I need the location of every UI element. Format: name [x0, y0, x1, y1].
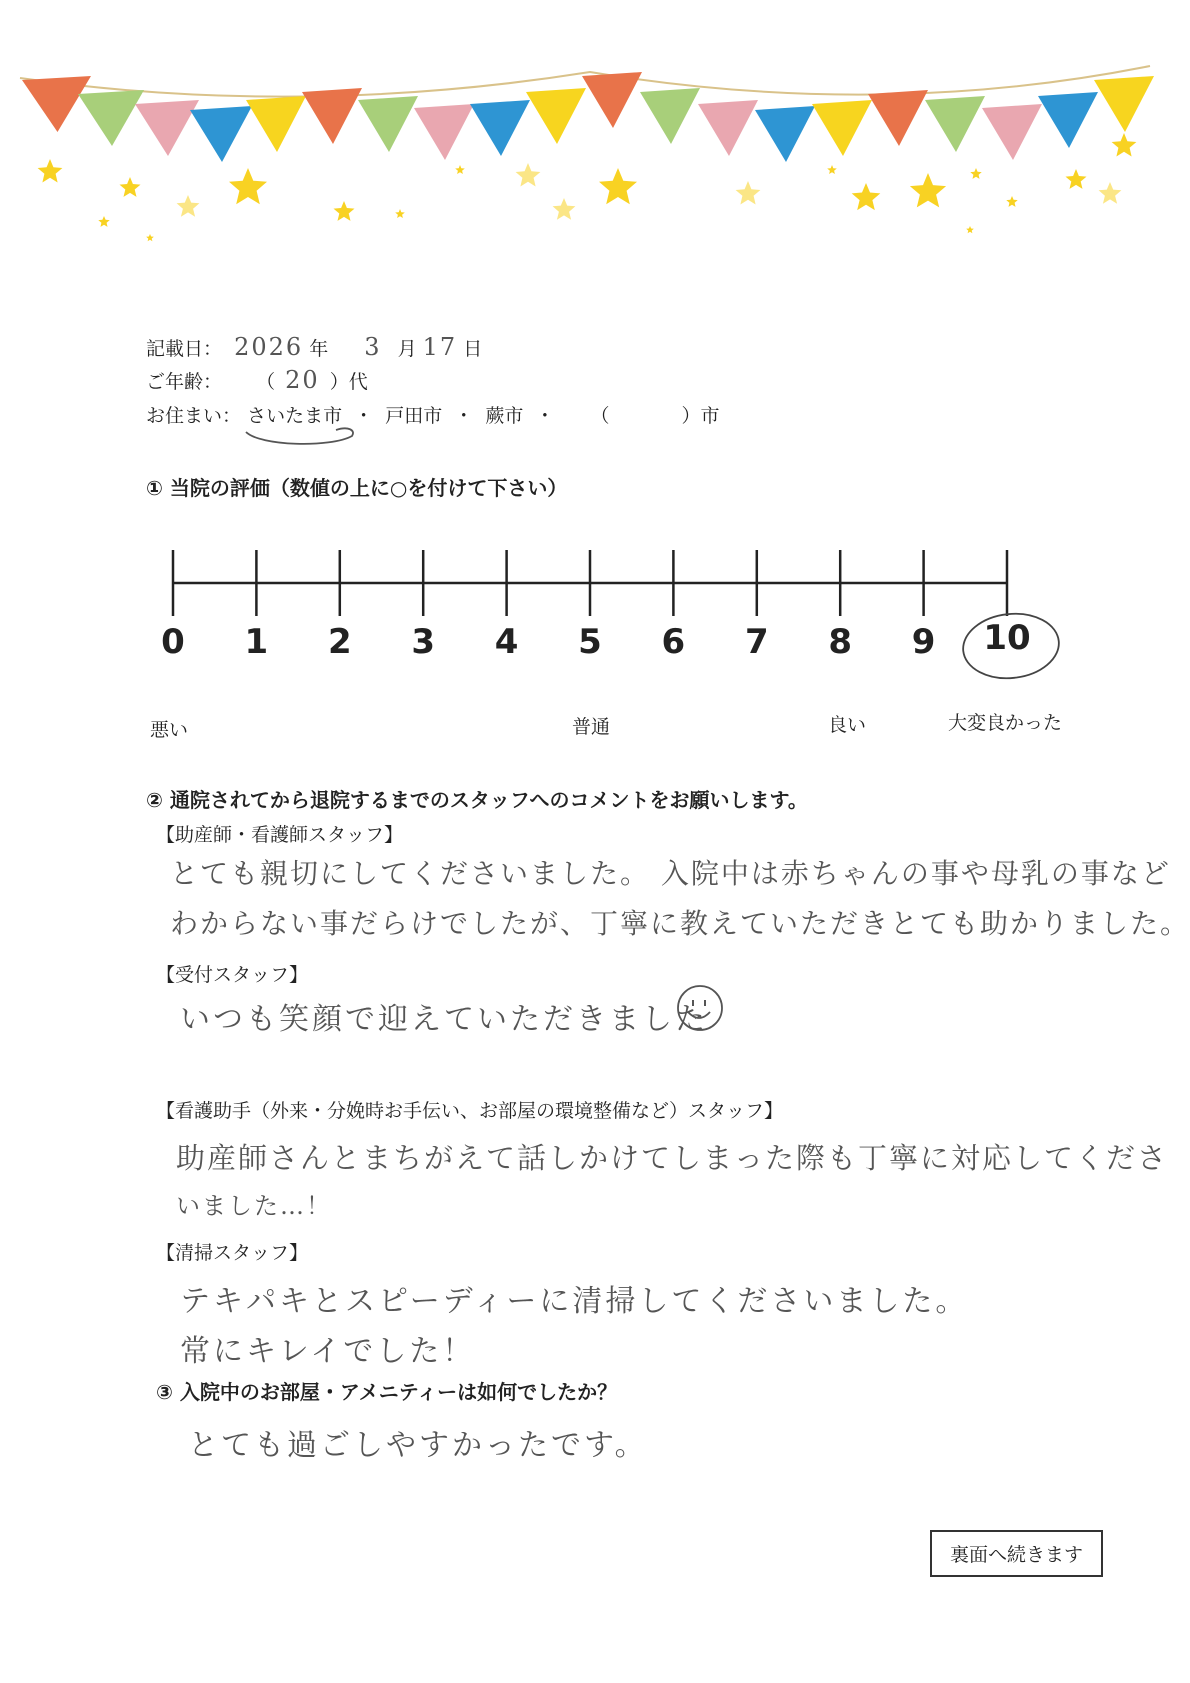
scale-label-very-good: 大変良かった: [948, 712, 1063, 734]
date-year-unit: 年: [309, 338, 329, 360]
bunting-flag: [78, 90, 144, 146]
bunting-rope: [20, 66, 1150, 97]
bunting-flag: [868, 90, 928, 146]
bunting-flag: [698, 100, 758, 156]
continue-on-back-box: [930, 1530, 1103, 1577]
rating-scale: [140, 540, 1080, 690]
rating-number: 0: [161, 622, 185, 662]
scale-label-bad: 悪い: [150, 719, 189, 741]
age-row: [146, 366, 368, 394]
residence-option-warabi: 蕨市: [485, 405, 524, 427]
bunting-banner: [0, 0, 1190, 260]
residence-other-open: （: [590, 405, 610, 427]
age-open-paren: （: [256, 371, 276, 393]
midwife-comment-line1: とても親切にしてくださいました。 入院中は赤ちゃんの事や母乳の事など: [170, 857, 1171, 890]
bunting-flag: [1094, 76, 1154, 132]
bunting-flag: [640, 88, 700, 144]
decorative-stars: [38, 133, 1137, 241]
star-shape: [1066, 169, 1087, 189]
midwife-comment-line2: わからない事だらけでしたが、丁寧に教えていただきとても助かりました。: [170, 907, 1190, 940]
date-day-unit: 日: [463, 338, 483, 360]
bunting-flag: [190, 106, 252, 162]
rating-number: 3: [411, 622, 436, 662]
bunting-flag: [582, 72, 642, 128]
bunting-flag: [246, 96, 306, 152]
section3-comment-line1: とても過ごしやすかったです。: [188, 1428, 648, 1463]
star-shape: [970, 168, 981, 179]
star-shape: [455, 165, 465, 174]
residence-separator: ・: [354, 405, 374, 427]
rating-number: 1: [244, 622, 269, 662]
residence-option-toda: 戸田市: [385, 405, 443, 427]
nursing-assistant-comment-line1: 助産師さんとまちがえて話しかけてしまった際も丁寧に対応してくださ: [176, 1141, 1169, 1175]
age-value: 20: [285, 366, 320, 394]
nursing-assistant-comment-line2: いました…！: [176, 1192, 332, 1220]
date-label: 記載日：: [146, 338, 223, 360]
star-shape: [516, 163, 541, 187]
bunting-flag: [755, 106, 815, 162]
reception-staff-label: 【受付スタッフ】: [156, 964, 309, 986]
section1-title: ① 当院の評価（数値の上に○を付けて下さい）: [146, 476, 568, 500]
bunting-flag: [1038, 92, 1098, 148]
age-label: ご年齢：: [146, 371, 223, 393]
residence-other-close: ）市: [681, 405, 720, 427]
rating-number: 8: [828, 622, 853, 662]
date-year-value: 2026: [234, 333, 304, 361]
scale-label-normal: 普通: [572, 716, 611, 738]
bunting-flag: [22, 76, 91, 132]
star-shape: [966, 226, 974, 233]
star-shape: [910, 173, 946, 207]
smiley-face-drawing: [672, 980, 728, 1036]
star-shape: [599, 168, 637, 204]
star-shape: [827, 165, 837, 174]
date-month-unit: 月: [397, 338, 417, 360]
nursing-assistant-staff-label: 【看護助手（外来・分娩時お手伝い、お部屋の環境整備など）スタッフ】: [156, 1100, 784, 1122]
bunting-flag: [358, 96, 418, 152]
star-shape: [1112, 133, 1137, 157]
star-shape: [229, 168, 267, 204]
midwife-staff-label: 【助産師・看護師スタッフ】: [156, 824, 404, 846]
bunting-flag: [302, 88, 362, 144]
rating-number: 5: [578, 622, 602, 662]
star-shape: [38, 159, 63, 183]
continue-on-back-label: 裏面へ続きます: [950, 1544, 1084, 1566]
reception-comment-line1: いつも笑顔で迎えていただきました: [180, 1002, 708, 1037]
rating-number: 7: [744, 622, 769, 662]
star-shape: [1099, 182, 1122, 204]
star-shape: [395, 209, 405, 218]
star-shape: [98, 216, 109, 227]
residence-selection-mark: [240, 408, 360, 448]
residence-separator: ・: [454, 405, 474, 427]
rating-number: 10: [983, 618, 1031, 658]
rating-number: 9: [911, 622, 936, 662]
rating-number: 4: [494, 622, 519, 662]
rating-number: 2: [327, 622, 352, 662]
scale-label-good: 良い: [828, 714, 867, 736]
residence-row: [146, 401, 720, 428]
bunting-flag: [470, 100, 530, 156]
residence-separator: ・: [535, 405, 555, 427]
date-row: [146, 333, 482, 361]
bunting-flag: [982, 104, 1042, 160]
rating-number: 6: [661, 622, 686, 662]
cleaning-staff-label: 【清掃スタッフ】: [156, 1242, 309, 1264]
star-shape: [553, 198, 576, 220]
section2-title: ② 通院されてから退院するまでのスタッフへのコメントをお願いします。: [146, 788, 808, 812]
star-shape: [146, 234, 154, 241]
star-shape: [177, 195, 200, 217]
bunting-flags: [20, 66, 1154, 162]
bunting-flag: [925, 96, 985, 152]
residence-option-saitama: さいたま市: [247, 405, 343, 427]
star-shape: [736, 181, 761, 205]
section3-title: ③ 入院中のお部屋・アメニティーは如何でしたか？: [156, 1380, 618, 1404]
date-month-value: 3: [364, 333, 382, 361]
star-shape: [1006, 196, 1017, 207]
star-shape: [334, 201, 355, 221]
bunting-flag: [812, 100, 872, 156]
bunting-flag: [526, 88, 586, 144]
star-shape: [120, 177, 141, 197]
date-day-value: 17: [422, 333, 458, 361]
cleaning-comment-line1: テキパキとスピーディーに清掃してくださいました。: [180, 1284, 969, 1319]
bunting-flag: [135, 100, 199, 156]
star-shape: [852, 183, 881, 210]
age-close-paren: ）代: [329, 371, 368, 393]
bunting-flag: [414, 104, 474, 160]
residence-label: お住まい：: [146, 405, 242, 427]
cleaning-comment-line2: 常にキレイでした！: [180, 1334, 476, 1369]
